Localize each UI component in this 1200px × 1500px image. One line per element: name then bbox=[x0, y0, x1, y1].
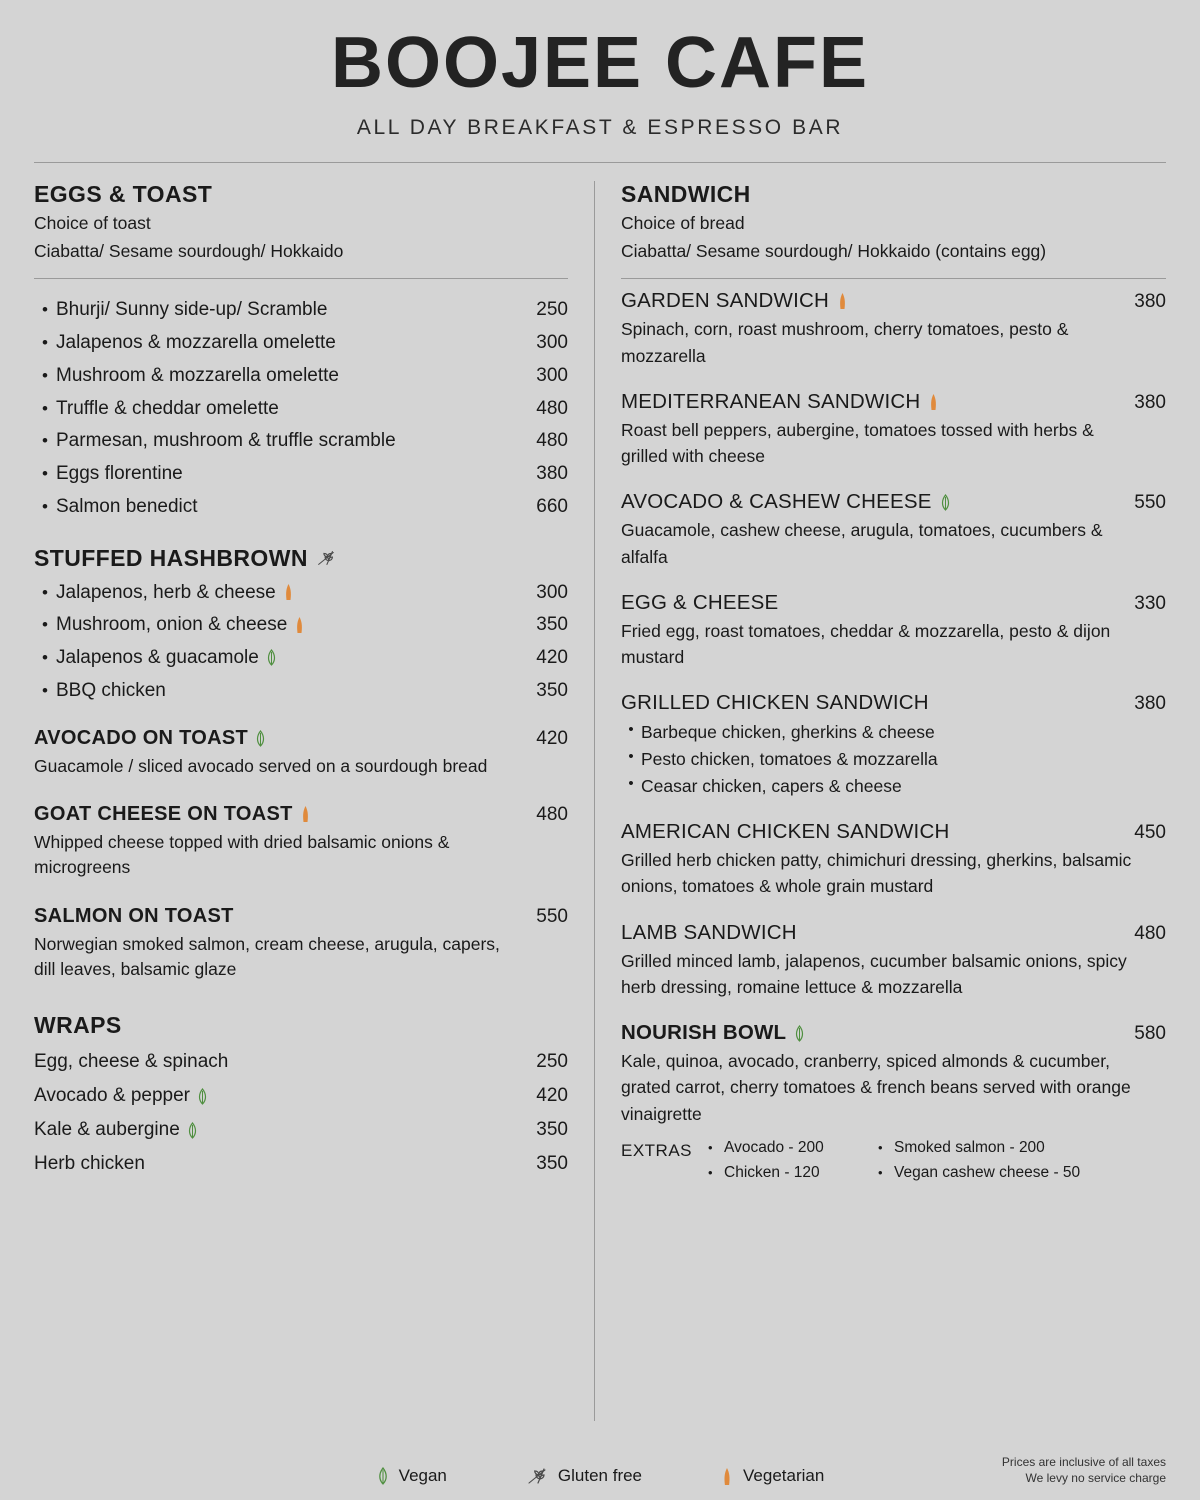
menu-item-name: GRILLED CHICKEN SANDWICH bbox=[621, 691, 929, 715]
bullet-icon: • bbox=[42, 431, 48, 451]
bullet-icon: • bbox=[42, 615, 48, 635]
menu-item-description: Norwegian smoked salmon, cream cheese, arugula, capers, dill leaves, balsamic glaze bbox=[34, 933, 500, 980]
menu-item-description: Roast bell peppers, aubergine, tomatoes tossed with herbs & grilled with cheese bbox=[621, 419, 1094, 467]
menu-item-price: 350 bbox=[536, 1119, 568, 1141]
left-column bbox=[34, 181, 594, 1386]
menu-item-price: 380 bbox=[536, 463, 568, 485]
bullet-icon: • bbox=[42, 300, 48, 320]
menu-item-description: Kale, quinoa, avocado, cranberry, spiced almonds & cucumber, grated carrot, cherry tomatoes & french beans served with orange vinaigrette bbox=[621, 1051, 1131, 1124]
menu-item-description: Fried egg, roast tomatoes, cheddar & mozzarella, pesto & dijon mustard bbox=[621, 620, 1111, 668]
page-subtitle: ALL DAY BREAKFAST & ESPRESSO BAR bbox=[356, 115, 844, 139]
menu-item-variants bbox=[621, 719, 1166, 799]
menu-row bbox=[34, 420, 568, 453]
menu-item-name: Kale & aubergine bbox=[34, 1119, 180, 1141]
variant-label: Ceasar chicken, capers & cheese bbox=[641, 775, 902, 796]
menu-item-description: Grilled minced lamb, jalapenos, cucumber balsamic onions, spicy herb dressing, romaine lettuce & mozzarella bbox=[621, 950, 1127, 997]
section-title-wraps: WRAPS bbox=[34, 1012, 122, 1039]
vegetarian-icon bbox=[282, 583, 295, 601]
menu-item-name: Avocado & pepper bbox=[34, 1085, 190, 1107]
fineprint-line-2: We levy no service charge bbox=[1025, 1470, 1166, 1485]
menu-item-price: 380 bbox=[1134, 693, 1166, 715]
menu-item-lamb-sandwich bbox=[621, 921, 1166, 1001]
extras-item-label: Avocado - 200 bbox=[724, 1138, 824, 1156]
menu-item-name: NOURISH BOWL bbox=[621, 1021, 787, 1045]
menu-item-price: 250 bbox=[536, 1051, 568, 1073]
menu-row bbox=[34, 1073, 568, 1107]
menu-item-nourish-bowl bbox=[621, 1021, 1166, 1127]
menu-item-name: Egg, cheese & spinach bbox=[34, 1051, 229, 1073]
menu-row bbox=[34, 1141, 568, 1175]
section-divider bbox=[34, 278, 568, 279]
menu-item-name: Mushroom, onion & cheese bbox=[56, 614, 288, 636]
bullet-icon: • bbox=[42, 648, 48, 668]
variant-label: Pesto chicken, tomatoes & mozzarella bbox=[641, 748, 938, 769]
menu-item-price: 420 bbox=[536, 1085, 568, 1107]
menu-row bbox=[34, 486, 568, 519]
vegetarian-icon bbox=[720, 1467, 734, 1486]
menu-item-name: GOAT CHEESE ON TOAST bbox=[34, 802, 293, 825]
section-title-stuffed-hashbrown bbox=[34, 545, 568, 572]
menu-row bbox=[34, 670, 568, 703]
menu-item-name: BBQ chicken bbox=[56, 679, 166, 701]
bullet-icon: • bbox=[628, 721, 634, 739]
menu-item-price: 380 bbox=[1134, 391, 1166, 413]
menu-item-name: Eggs florentine bbox=[56, 463, 183, 485]
bullet-icon: • bbox=[628, 774, 634, 792]
menu-item-price: 480 bbox=[536, 397, 568, 419]
bullet-icon: • bbox=[42, 496, 48, 516]
vegan-icon bbox=[793, 1025, 806, 1042]
section-title-label: STUFFED HASHBROWN bbox=[34, 544, 308, 571]
vegan-icon bbox=[939, 494, 952, 511]
vegetarian-icon bbox=[293, 616, 306, 634]
menu-row bbox=[34, 388, 568, 421]
section-stuffed-hashbrown bbox=[34, 545, 568, 703]
menu-row bbox=[34, 322, 568, 355]
legend-label: Vegan bbox=[398, 1466, 447, 1485]
vegan-icon bbox=[196, 1088, 209, 1105]
menu-item-name: AVOCADO ON TOAST bbox=[34, 726, 249, 749]
list-item bbox=[621, 746, 1166, 773]
extras-item-label: Smoked salmon - 200 bbox=[894, 1138, 1045, 1156]
menu-item-avocado-cashew-cheese bbox=[621, 490, 1166, 570]
vegan-icon bbox=[254, 730, 267, 747]
menu-item-price: 250 bbox=[536, 299, 568, 321]
bullet-icon: • bbox=[42, 333, 48, 353]
right-column bbox=[595, 181, 1166, 1386]
menu-item-name: Jalapenos & guacamole bbox=[56, 647, 259, 669]
menu-item-price: 550 bbox=[1134, 492, 1166, 514]
menu-block-salmon-on-toast bbox=[34, 905, 568, 983]
section-title-eggs-and-toast: EGGS & TOAST bbox=[34, 180, 213, 207]
extras-label: EXTRAS bbox=[621, 1140, 693, 1160]
menu-columns bbox=[34, 181, 1166, 1386]
menu-item-name: LAMB SANDWICH bbox=[621, 920, 797, 944]
menu-item-name: AVOCADO & CASHEW CHEESE bbox=[621, 490, 932, 514]
bullet-icon: • bbox=[878, 1139, 883, 1155]
menu-item-name: Herb chicken bbox=[34, 1153, 145, 1175]
menu-item-name: Jalapenos, herb & cheese bbox=[56, 581, 276, 603]
menu-item-price: 550 bbox=[536, 905, 568, 927]
menu-item-egg-and-cheese bbox=[621, 591, 1166, 671]
menu-item-description: Spinach, corn, roast mushroom, cherry tomatoes, pesto & mozzarella bbox=[621, 319, 1069, 366]
menu-row bbox=[34, 289, 568, 322]
menu-header bbox=[34, 20, 1166, 140]
menu-item-mediterranean-sandwich bbox=[621, 390, 1166, 470]
menu-item-price: 480 bbox=[536, 803, 568, 825]
menu-row bbox=[34, 637, 568, 670]
menu-item-price: 300 bbox=[536, 581, 568, 603]
menu-item-price: 300 bbox=[536, 332, 568, 354]
extras-item bbox=[878, 1139, 1108, 1157]
menu-row bbox=[34, 1107, 568, 1141]
menu-item-name: Jalapenos & mozzarella omelette bbox=[56, 332, 336, 354]
menu-item-name: Mushroom & mozzarella omelette bbox=[56, 364, 339, 386]
menu-item-name: GARDEN SANDWICH bbox=[621, 289, 830, 313]
bullet-icon: • bbox=[42, 398, 48, 418]
menu-row bbox=[34, 453, 568, 486]
fineprint-line-1: Prices are inclusive of all taxes bbox=[1001, 1454, 1166, 1469]
extras-item bbox=[708, 1139, 868, 1157]
menu-item-price: 450 bbox=[1134, 822, 1166, 844]
menu-item-price: 380 bbox=[1134, 291, 1166, 313]
sandwich-sub-1: Choice of bread bbox=[621, 212, 745, 233]
extras-section bbox=[621, 1139, 1166, 1182]
menu-item-price: 330 bbox=[1134, 592, 1166, 614]
gluten-free-icon bbox=[315, 547, 337, 569]
menu-item-name: SALMON ON TOAST bbox=[34, 904, 234, 927]
bullet-icon: • bbox=[878, 1164, 883, 1180]
menu-row bbox=[34, 604, 568, 637]
section-eggs-and-toast bbox=[34, 181, 568, 519]
vegan-icon bbox=[376, 1467, 390, 1485]
menu-item-description: Grilled herb chicken patty, chimichuri dressing, gherkins, balsamic onions, tomatoes & whole grain mustard bbox=[621, 850, 1132, 897]
menu-item-price: 420 bbox=[536, 647, 568, 669]
vegetarian-icon bbox=[299, 805, 312, 823]
menu-item-price: 350 bbox=[536, 1153, 568, 1175]
menu-item-price: 660 bbox=[536, 495, 568, 517]
menu-item-name: Bhurji/ Sunny side-up/ Scramble bbox=[56, 299, 328, 321]
bullet-icon: • bbox=[708, 1164, 713, 1180]
menu-block-avocado-on-toast bbox=[34, 727, 568, 779]
menu-item-name: Truffle & cheddar omelette bbox=[56, 397, 279, 419]
bullet-icon: • bbox=[42, 365, 48, 385]
vegan-icon bbox=[265, 649, 278, 666]
menu-row bbox=[34, 572, 568, 605]
extras-item bbox=[708, 1164, 868, 1182]
menu-item-grilled-chicken-sandwich bbox=[621, 691, 1166, 799]
extras-item-label: Vegan cashew cheese - 50 bbox=[894, 1163, 1081, 1181]
bullet-icon: • bbox=[42, 464, 48, 484]
vegetarian-icon bbox=[836, 292, 849, 310]
legend-vegetarian bbox=[720, 1466, 824, 1486]
menu-item-price: 350 bbox=[536, 679, 568, 701]
list-item bbox=[621, 719, 1166, 746]
vegan-icon bbox=[186, 1122, 199, 1139]
menu-footer bbox=[34, 1454, 1166, 1488]
page-title: BOOJEE CAFE bbox=[330, 23, 870, 103]
section-title-sandwich: SANDWICH bbox=[621, 180, 751, 207]
fineprint bbox=[1002, 1454, 1166, 1486]
menu-item-name: Parmesan, mushroom & truffle scramble bbox=[56, 430, 396, 452]
menu-item-name: MEDITERRANEAN SANDWICH bbox=[621, 389, 921, 413]
menu-item-description: Guacamole / sliced avocado served on a sourdough bread bbox=[34, 755, 488, 776]
header-divider bbox=[34, 162, 1166, 163]
menu-item-garden-sandwich bbox=[621, 289, 1166, 369]
menu-item-description: Guacamole, cashew cheese, arugula, tomatoes, cucumbers & alfalfa bbox=[621, 520, 1103, 567]
menu-row bbox=[34, 355, 568, 388]
menu-row bbox=[34, 1039, 568, 1073]
menu-item-american-chicken-sandwich bbox=[621, 820, 1166, 900]
menu-item-description: Whipped cheese topped with dried balsamic onions & microgreens bbox=[34, 831, 450, 878]
gluten-free-icon bbox=[525, 1464, 549, 1488]
bullet-icon: • bbox=[628, 747, 634, 765]
menu-item-price: 350 bbox=[536, 614, 568, 636]
legend-label: Vegetarian bbox=[743, 1466, 825, 1485]
menu-block-goat-cheese-on-toast bbox=[34, 803, 568, 881]
bullet-icon: • bbox=[42, 680, 48, 700]
section-wraps bbox=[34, 1012, 568, 1175]
extras-item-label: Chicken - 120 bbox=[724, 1163, 820, 1181]
eggs-toast-sub-1: Choice of toast bbox=[34, 212, 151, 233]
section-sandwich bbox=[621, 181, 1166, 280]
legend-vegan bbox=[376, 1466, 447, 1486]
menu-item-name: AMERICAN CHICKEN SANDWICH bbox=[621, 820, 950, 844]
vegetarian-icon bbox=[927, 393, 940, 411]
extras-item bbox=[878, 1164, 1108, 1182]
menu-item-price: 480 bbox=[536, 430, 568, 452]
legend-label: Gluten free bbox=[557, 1466, 643, 1485]
legend-gluten-free bbox=[525, 1464, 642, 1488]
sandwich-sub-2: Ciabatta/ Sesame sourdough/ Hokkaido (contains egg) bbox=[621, 240, 1047, 261]
menu-item-price: 420 bbox=[536, 727, 568, 749]
menu-item-name: Salmon benedict bbox=[56, 495, 198, 517]
section-divider bbox=[621, 278, 1166, 279]
menu-item-price: 480 bbox=[1134, 922, 1166, 944]
bullet-icon: • bbox=[708, 1139, 713, 1155]
menu-item-price: 300 bbox=[536, 364, 568, 386]
list-item bbox=[621, 773, 1166, 800]
variant-label: Barbeque chicken, gherkins & cheese bbox=[641, 722, 935, 743]
menu-item-price: 580 bbox=[1134, 1023, 1166, 1045]
bullet-icon: • bbox=[42, 582, 48, 602]
eggs-toast-sub-2: Ciabatta/ Sesame sourdough/ Hokkaido bbox=[34, 240, 344, 261]
menu-item-name: EGG & CHEESE bbox=[621, 590, 779, 614]
